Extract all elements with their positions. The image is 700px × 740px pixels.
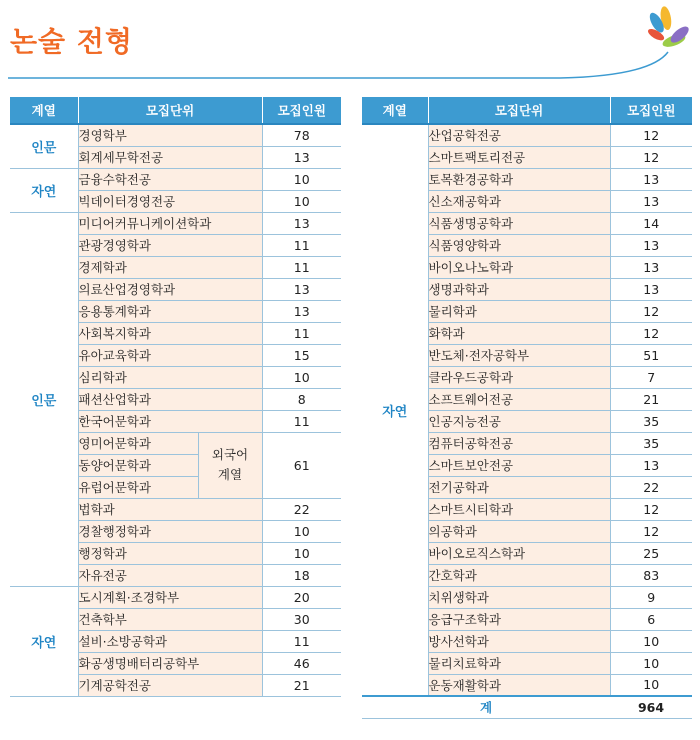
unit-cell: 빅데이터경영전공	[78, 190, 262, 212]
header-category: 계열	[10, 97, 78, 124]
header-count: 모집인원	[610, 97, 692, 124]
count-cell: 13	[610, 278, 692, 300]
unit-cell: 물리학과	[428, 300, 610, 322]
count-cell: 6	[610, 608, 692, 630]
header-swoosh-decoration	[0, 0, 700, 90]
unit-cell: 치위생학과	[428, 586, 610, 608]
unit-cell: 컴퓨터공학전공	[428, 432, 610, 454]
subgroup-label-cell	[198, 432, 262, 498]
count-cell: 11	[262, 234, 341, 256]
unit-cell: 건축학부	[78, 608, 262, 630]
count-cell: 12	[610, 322, 692, 344]
left-admission-table	[10, 97, 341, 697]
count-cell: 35	[610, 432, 692, 454]
header-unit: 모집단위	[428, 97, 610, 124]
unit-cell: 인공지능전공	[428, 410, 610, 432]
unit-cell: 한국어문학과	[78, 410, 262, 432]
header-count: 모집인원	[262, 97, 341, 124]
unit-cell: 설비·소방공학과	[78, 630, 262, 652]
unit-cell: 바이오로직스학과	[428, 542, 610, 564]
unit-cell: 물리치료학과	[428, 652, 610, 674]
unit-cell: 간호학과	[428, 564, 610, 586]
count-cell: 83	[610, 564, 692, 586]
count-cell: 11	[262, 256, 341, 278]
unit-cell: 스마트시티학과	[428, 498, 610, 520]
count-cell: 13	[610, 256, 692, 278]
unit-cell: 운동재활학과	[428, 674, 610, 696]
unit-cell: 응용통계학과	[78, 300, 262, 322]
count-cell: 10	[610, 652, 692, 674]
unit-cell: 산업공학전공	[428, 124, 610, 146]
count-cell: 35	[610, 410, 692, 432]
count-cell: 13	[262, 300, 341, 322]
unit-cell: 미디어커뮤니케이션학과	[78, 212, 262, 234]
unit-cell: 행정학과	[78, 542, 262, 564]
count-cell: 13	[610, 454, 692, 476]
count-cell: 30	[262, 608, 341, 630]
total-label: 계	[362, 696, 610, 718]
unit-cell: 사회복지학과	[78, 322, 262, 344]
unit-cell: 화학과	[428, 322, 610, 344]
unit-cell: 자유전공	[78, 564, 262, 586]
count-cell: 11	[262, 630, 341, 652]
count-cell: 10	[610, 674, 692, 696]
count-cell: 61	[262, 432, 341, 498]
unit-cell: 반도체·전자공학부	[428, 344, 610, 366]
unit-cell: 유럽어문학과	[78, 476, 198, 498]
count-cell: 21	[610, 388, 692, 410]
count-cell: 15	[262, 344, 341, 366]
count-cell: 13	[262, 146, 341, 168]
count-cell: 13	[610, 190, 692, 212]
count-cell: 10	[262, 366, 341, 388]
unit-cell: 관광경영학과	[78, 234, 262, 256]
subgroup-label: 외국어 계열	[211, 447, 249, 482]
unit-cell: 클라우드공학과	[428, 366, 610, 388]
unit-cell: 영미어문학과	[78, 432, 198, 454]
unit-cell: 스마트보안전공	[428, 454, 610, 476]
unit-cell: 스마트팩토리전공	[428, 146, 610, 168]
unit-cell: 생명과학과	[428, 278, 610, 300]
unit-cell: 도시계획·조경학부	[78, 586, 262, 608]
header-category: 계열	[362, 97, 428, 124]
count-cell: 22	[610, 476, 692, 498]
count-cell: 13	[262, 278, 341, 300]
category-cell: 자연	[362, 124, 428, 696]
count-cell: 8	[262, 388, 341, 410]
unit-cell: 소프트웨어전공	[428, 388, 610, 410]
unit-cell: 화공생명배터리공학부	[78, 652, 262, 674]
category-cell: 자연	[10, 168, 78, 212]
count-cell: 12	[610, 498, 692, 520]
count-cell: 12	[610, 124, 692, 146]
category-cell: 인문	[10, 212, 78, 586]
count-cell: 11	[262, 410, 341, 432]
header-unit: 모집단위	[78, 97, 262, 124]
count-cell: 12	[610, 146, 692, 168]
count-cell: 20	[262, 586, 341, 608]
count-cell: 46	[262, 652, 341, 674]
unit-cell: 심리학과	[78, 366, 262, 388]
category-cell: 자연	[10, 586, 78, 696]
count-cell: 10	[262, 190, 341, 212]
count-cell: 51	[610, 344, 692, 366]
count-cell: 9	[610, 586, 692, 608]
count-cell: 10	[610, 630, 692, 652]
unit-cell: 동양어문학과	[78, 454, 198, 476]
unit-cell: 방사선학과	[428, 630, 610, 652]
unit-cell: 경찰행정학과	[78, 520, 262, 542]
count-cell: 18	[262, 564, 341, 586]
count-cell: 13	[610, 168, 692, 190]
count-cell: 13	[610, 234, 692, 256]
count-cell: 12	[610, 300, 692, 322]
unit-cell: 법학과	[78, 498, 262, 520]
unit-cell: 토목환경공학과	[428, 168, 610, 190]
unit-cell: 경영학부	[78, 124, 262, 146]
count-cell: 25	[610, 542, 692, 564]
count-cell: 10	[262, 542, 341, 564]
unit-cell: 경제학과	[78, 256, 262, 278]
unit-cell: 금융수학전공	[78, 168, 262, 190]
unit-cell: 신소재공학과	[428, 190, 610, 212]
count-cell: 13	[262, 212, 341, 234]
unit-cell: 기계공학전공	[78, 674, 262, 696]
right-admission-table	[362, 97, 692, 719]
unit-cell: 응급구조학과	[428, 608, 610, 630]
unit-cell: 의공학과	[428, 520, 610, 542]
unit-cell: 회계세무학전공	[78, 146, 262, 168]
count-cell: 14	[610, 212, 692, 234]
count-cell: 10	[262, 520, 341, 542]
page-title: 논술 전형	[10, 25, 133, 58]
total-count: 964	[610, 696, 692, 718]
count-cell: 7	[610, 366, 692, 388]
count-cell: 12	[610, 520, 692, 542]
unit-cell: 유아교육학과	[78, 344, 262, 366]
unit-cell: 패션산업학과	[78, 388, 262, 410]
count-cell: 11	[262, 322, 341, 344]
unit-cell: 바이오나노학과	[428, 256, 610, 278]
unit-cell: 의료산업경영학과	[78, 278, 262, 300]
unit-cell: 식품생명공학과	[428, 212, 610, 234]
count-cell: 22	[262, 498, 341, 520]
category-cell: 인문	[10, 124, 78, 168]
unit-cell: 식품영양학과	[428, 234, 610, 256]
flower-logo-icon	[646, 5, 691, 49]
count-cell: 10	[262, 168, 341, 190]
count-cell: 21	[262, 674, 341, 696]
unit-cell: 전기공학과	[428, 476, 610, 498]
count-cell: 78	[262, 124, 341, 146]
